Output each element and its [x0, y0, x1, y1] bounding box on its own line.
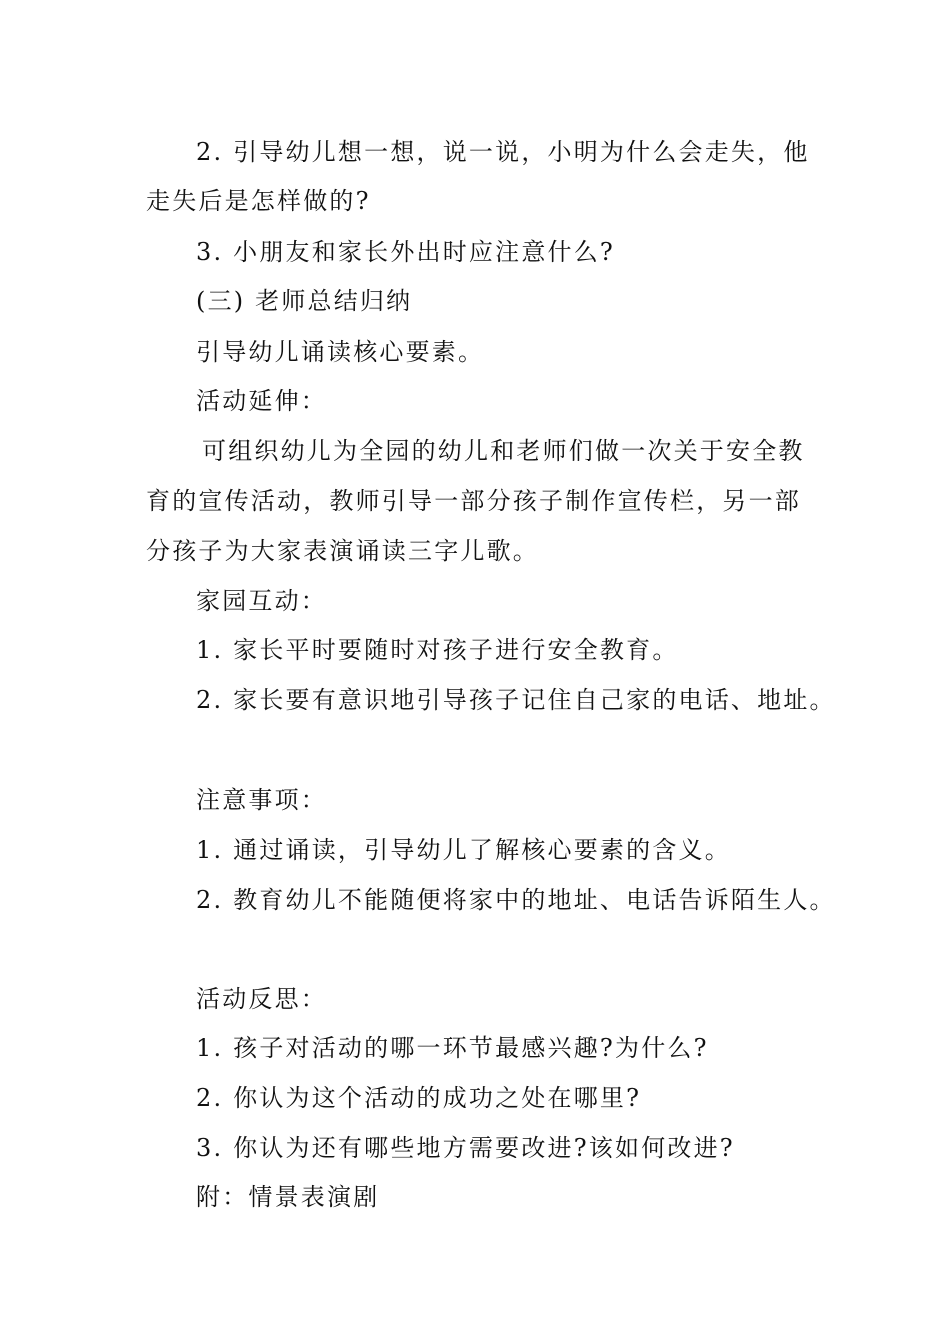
list-item: 1. 孩子对活动的哪一环节最感兴趣?为什么? [196, 1034, 709, 1062]
paragraph-line: 引导幼儿诵读核心要素。 [196, 338, 485, 366]
section-heading: (三) 老师总结归纳 [196, 287, 413, 315]
list-item: 2. 家长要有意识地引导孩子记住自己家的电话、地址。 [196, 686, 836, 714]
list-item: 1. 家长平时要随时对孩子进行安全教育。 [196, 636, 679, 664]
paragraph-line: 育的宣传活动，教师引导一部分孩子制作宣传栏，另一部 [146, 487, 801, 515]
paragraph-line: 走失后是怎样做的? [146, 187, 371, 215]
paragraph-line: 2. 引导幼儿想一想，说一说，小明为什么会走失，他 [196, 138, 810, 166]
paragraph-line: 分孩子为大家表演诵读三字儿歌。 [146, 537, 539, 565]
appendix-heading: 附：情景表演剧 [196, 1183, 380, 1211]
paragraph-line: 可组织幼儿为全园的幼儿和老师们做一次关于安全教 [202, 437, 805, 465]
paragraph-line: 3. 小朋友和家长外出时应注意什么? [196, 238, 615, 266]
section-heading: 活动延伸： [196, 387, 327, 415]
list-item: 2. 教育幼儿不能随便将家中的地址、电话告诉陌生人。 [196, 886, 836, 914]
section-heading: 活动反思： [196, 985, 327, 1013]
list-item: 1. 通过诵读，引导幼儿了解核心要素的含义。 [196, 836, 731, 864]
section-heading: 注意事项： [196, 786, 327, 814]
list-item: 3. 你认为还有哪些地方需要改进?该如何改进? [196, 1134, 735, 1162]
section-heading: 家园互动： [196, 587, 327, 615]
list-item: 2. 你认为这个活动的成功之处在哪里? [196, 1084, 642, 1112]
